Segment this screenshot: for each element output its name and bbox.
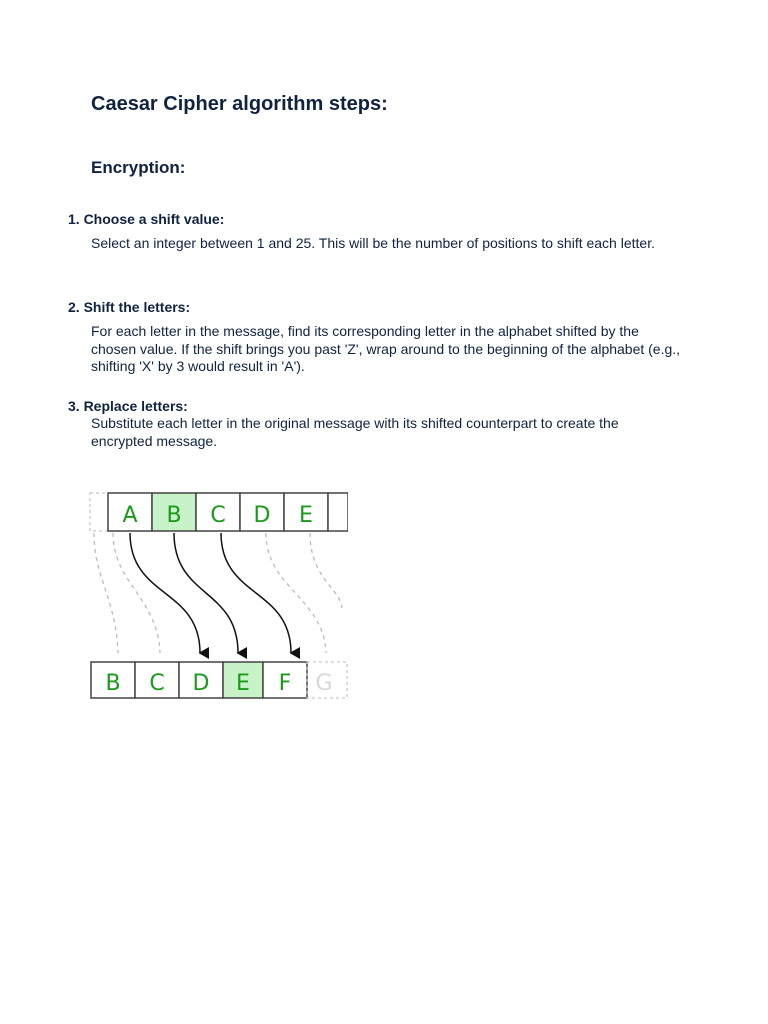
faded-arrow	[266, 533, 326, 653]
section-heading-encryption: Encryption:	[91, 158, 186, 177]
faded-cell	[90, 493, 110, 531]
arrow-B	[174, 533, 238, 653]
faded-arrow	[310, 533, 342, 608]
top-letter: E	[299, 503, 313, 528]
step-description: Select an integer between 1 and 25. This will be the number of positions to shift each letter.	[91, 235, 655, 251]
faded-arrow	[94, 533, 118, 653]
step-description: For each letter in the message, find its corresponding letter in the alphabet shifted by the chosen value. If the shift brings you past 'Z', wrap around to the beginning of the alphabet (e.g., shifting 'X' by 3 would result in 'A').	[91, 323, 681, 374]
top-letter: D	[253, 503, 271, 528]
caesar-shift-svg	[88, 488, 348, 703]
faded-arrow	[113, 533, 160, 653]
bottom-letter: D	[192, 671, 210, 696]
plaintext-row	[90, 493, 348, 531]
step-description: Substitute each letter in the original message with its shifted counterpart to create the encrypted message.	[91, 415, 619, 449]
partial-cell	[328, 493, 348, 531]
top-letter: A	[122, 503, 138, 528]
bottom-letter: E	[236, 671, 250, 696]
arrow-A	[130, 533, 200, 653]
step-heading: 1. Choose a shift value:	[68, 211, 225, 227]
top-letter: C	[210, 503, 226, 528]
page-title: Caesar Cipher algorithm steps:	[91, 93, 388, 115]
bottom-letter-faded: G	[315, 671, 333, 696]
arrow-C	[221, 533, 291, 653]
top-letter: B	[166, 503, 182, 528]
bottom-letter: C	[149, 671, 165, 696]
caesar-shift-diagram	[88, 488, 348, 708]
bottom-letter: B	[105, 671, 121, 696]
step-heading: 2. Shift the letters:	[68, 299, 191, 315]
step-heading: 3. Replace letters:	[68, 398, 188, 414]
bottom-letter: F	[278, 671, 292, 696]
ciphertext-row	[91, 662, 347, 698]
shift-arrows	[94, 533, 342, 653]
